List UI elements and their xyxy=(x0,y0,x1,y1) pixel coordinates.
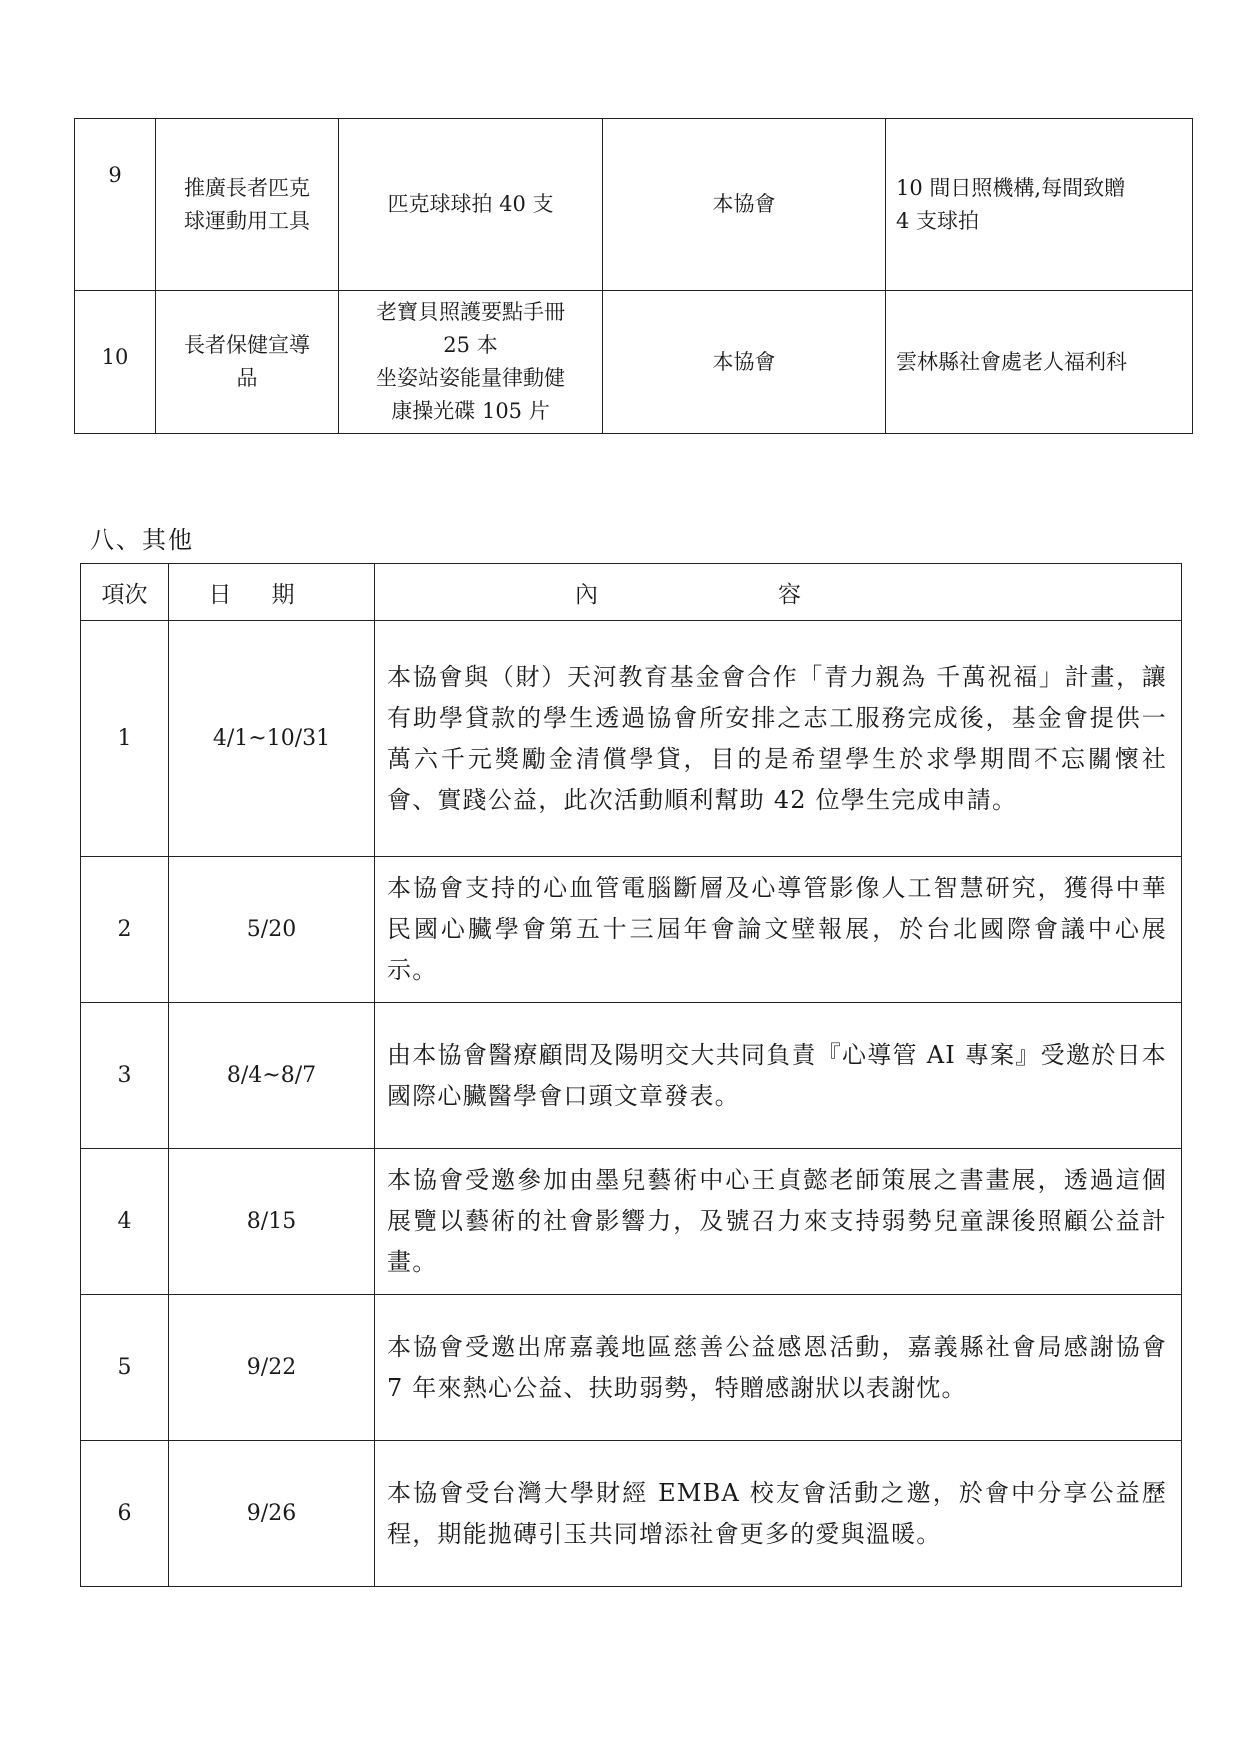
table-row xyxy=(75,119,1193,291)
content-cell: 匹克球球拍 40 支 xyxy=(339,119,603,291)
donation-table xyxy=(74,118,1193,434)
row-number: 4 xyxy=(81,1149,169,1295)
date-cell: 4/1~10/31 xyxy=(169,621,375,857)
recipient-cell: 10 間日照機構,每間致贈 4 支球拍 xyxy=(886,119,1193,291)
row-number: 1 xyxy=(81,621,169,857)
content-cell: 由本協會醫療顧問及陽明交大共同負責『心導管 AI 專案』受邀於日本國際心臟醫學會口頭文章發表。 xyxy=(375,1003,1182,1149)
date-cell: 8/15 xyxy=(169,1149,375,1295)
other-events-table xyxy=(80,563,1182,1587)
table-row xyxy=(81,621,1182,857)
table-row xyxy=(81,1295,1182,1441)
item-cell: 推廣長者匹克 球運動用工具 xyxy=(156,119,339,291)
unit-cell: 本協會 xyxy=(603,119,886,291)
content-cell: 老寶貝照護要點手冊 25 本 坐姿站姿能量律動健 康操光碟 105 片 xyxy=(339,291,603,434)
row-number: 2 xyxy=(81,857,169,1003)
header-content: 內容 xyxy=(375,564,1182,621)
row-number: 9 xyxy=(75,119,156,291)
date-cell: 5/20 xyxy=(169,857,375,1003)
table-row xyxy=(81,1003,1182,1149)
table-row xyxy=(75,291,1193,434)
content-cell: 本協會與（財）天河教育基金會合作「青力親為 千萬祝福」計畫，讓有助學貸款的學生透過協會所安排之志工服務完成後，基金會提供一萬六千元獎勵金清償學貸，目的是希望學生於求學期間不忘關懷社會、實踐公益，此次活動順利幫助 42 位學生完成申請。 xyxy=(375,621,1182,857)
item-cell: 長者保健宣導 品 xyxy=(156,291,339,434)
row-number: 5 xyxy=(81,1295,169,1441)
content-cell: 本協會受邀參加由墨兒藝術中心王貞懿老師策展之書畫展，透過這個展覽以藝術的社會影響力，及號召力來支持弱勢兒童課後照顧公益計畫。 xyxy=(375,1149,1182,1295)
content-cell: 本協會受台灣大學財經 EMBA 校友會活動之邀，於會中分享公益歷程，期能拋磚引玉共同增添社會更多的愛與溫暖。 xyxy=(375,1441,1182,1587)
table-row xyxy=(81,1149,1182,1295)
content-cell: 本協會受邀出席嘉義地區慈善公益感恩活動，嘉義縣社會局感謝協會 7 年來熱心公益、扶助弱勢，特贈感謝狀以表謝忱。 xyxy=(375,1295,1182,1441)
row-number: 3 xyxy=(81,1003,169,1149)
table-header-row xyxy=(81,564,1182,621)
section-title: 八、其他 xyxy=(90,526,194,554)
unit-cell: 本協會 xyxy=(603,291,886,434)
header-date: 日期 xyxy=(169,564,375,621)
date-cell: 9/26 xyxy=(169,1441,375,1587)
row-number: 10 xyxy=(75,291,156,434)
row-number: 6 xyxy=(81,1441,169,1587)
date-cell: 8/4~8/7 xyxy=(169,1003,375,1149)
recipient-cell: 雲林縣社會處老人福利科 xyxy=(886,291,1193,434)
table-row xyxy=(81,1441,1182,1587)
content-cell: 本協會支持的心血管電腦斷層及心導管影像人工智慧研究，獲得中華民國心臟學會第五十三屆年會論文壁報展，於台北國際會議中心展示。 xyxy=(375,857,1182,1003)
header-no: 項次 xyxy=(81,564,169,621)
table-row xyxy=(81,857,1182,1003)
date-cell: 9/22 xyxy=(169,1295,375,1441)
